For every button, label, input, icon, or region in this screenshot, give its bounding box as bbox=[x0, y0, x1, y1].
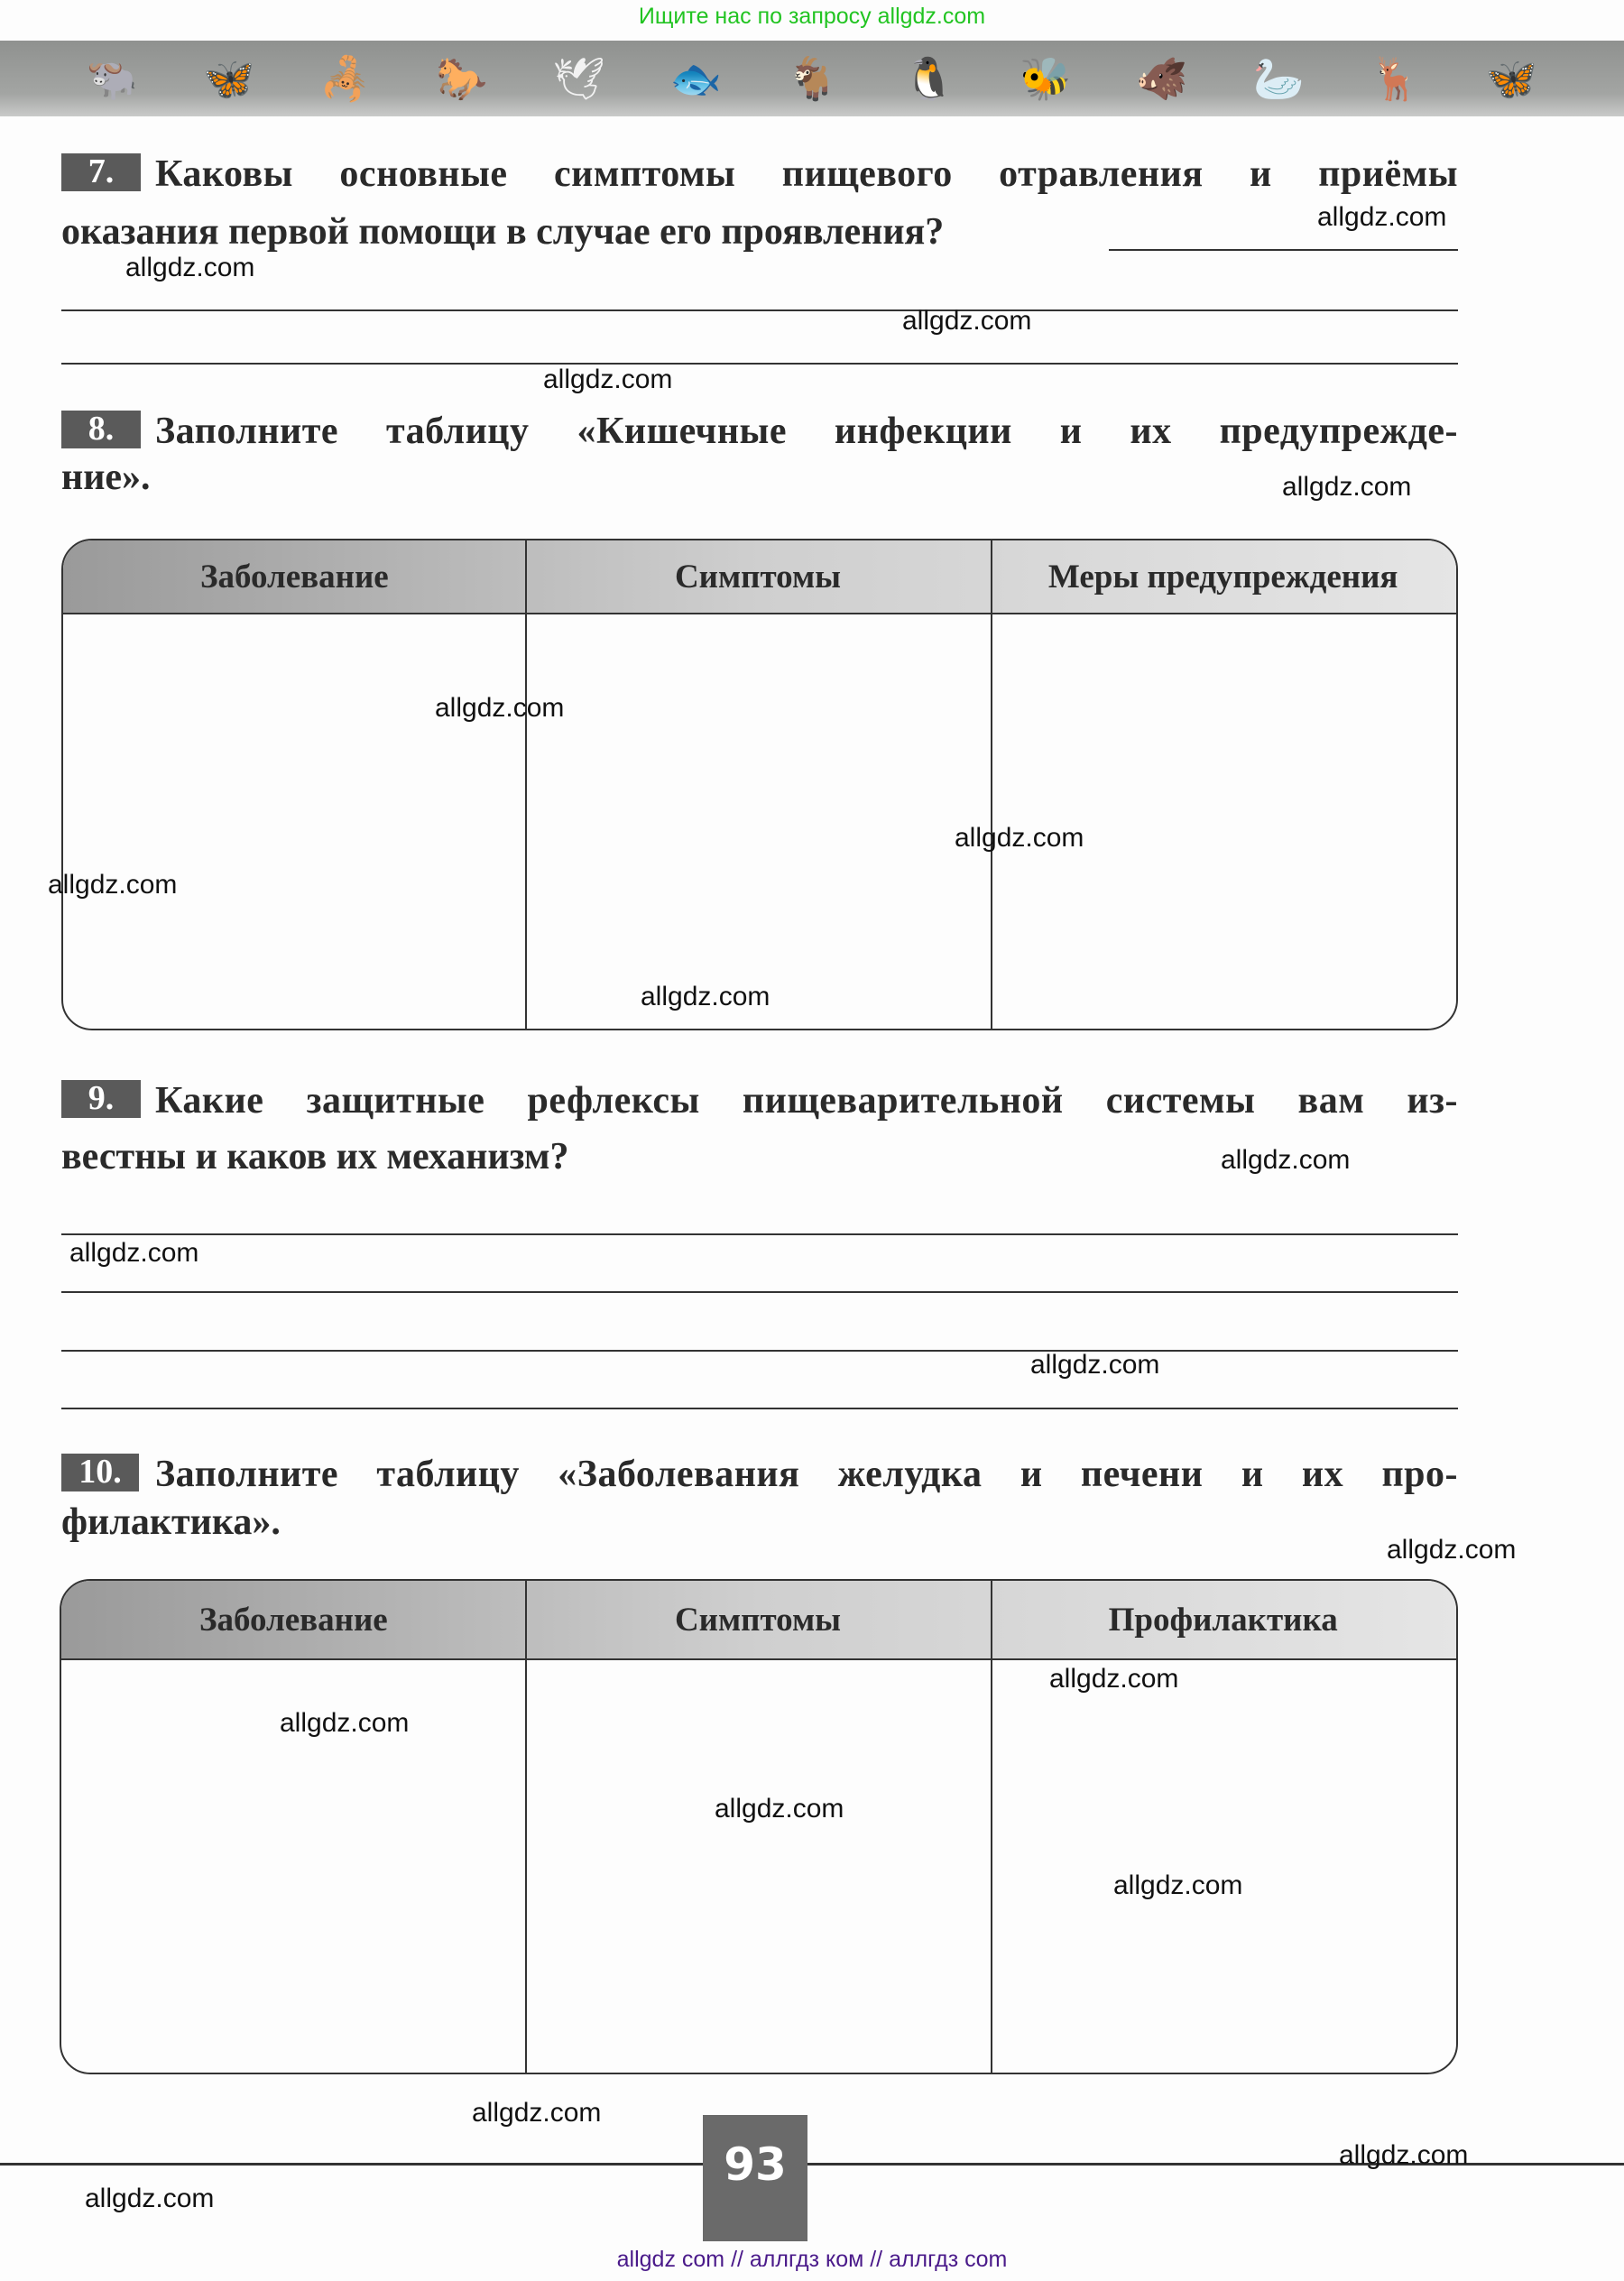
watermark: allgdz.com bbox=[435, 693, 565, 723]
watermark: allgdz.com bbox=[472, 2098, 602, 2128]
question-number-10: 10. bbox=[61, 1454, 139, 1491]
column-divider bbox=[525, 540, 527, 1029]
column-header: Меры предупреждения bbox=[1047, 558, 1398, 596]
antelope-icon: 🦌 bbox=[1369, 53, 1421, 103]
top-watermark: Ищите нас по запросу allgdz.com bbox=[638, 4, 986, 29]
watermark: allgdz.com bbox=[1317, 202, 1447, 232]
answer-line[interactable] bbox=[61, 1408, 1458, 1409]
bottom-watermark: allgdz com // аллгдз ком // аллгдз com bbox=[616, 2247, 1008, 2272]
stomach-liver-diseases-table bbox=[60, 1579, 1458, 2074]
watermark: allgdz.com bbox=[1221, 1145, 1351, 1175]
watermark: allgdz.com bbox=[955, 823, 1084, 853]
column-divider bbox=[525, 1581, 527, 2073]
bird-icon: 🕊 bbox=[552, 53, 605, 103]
question-7-line-2: оказания первой помощи в случае его проявления? bbox=[61, 211, 945, 253]
table-header bbox=[61, 1581, 1456, 1660]
goat-icon: 🐐 bbox=[786, 53, 839, 103]
bird-standing-icon: 🐧 bbox=[903, 53, 955, 103]
answer-line[interactable] bbox=[61, 1350, 1458, 1352]
column-header: Заболевание bbox=[199, 558, 389, 596]
answer-line[interactable] bbox=[61, 363, 1458, 365]
column-header: Профилактика bbox=[1108, 1601, 1338, 1639]
question-number-9: 9. bbox=[61, 1080, 141, 1118]
boar-icon: 🐗 bbox=[1136, 53, 1188, 103]
question-8-line-2: ние». bbox=[61, 457, 151, 498]
watermark: allgdz.com bbox=[1339, 2140, 1469, 2170]
column-header: Симптомы bbox=[674, 558, 842, 596]
insect-icon: 🐝 bbox=[1020, 53, 1072, 103]
answer-line[interactable] bbox=[61, 309, 1458, 311]
question-7-line-1: Каковы основные симптомы пищевого отравления и приёмы bbox=[155, 153, 1458, 195]
answer-line[interactable] bbox=[61, 1291, 1458, 1293]
question-9-line-1: Какие защитные рефлексы пищеварительной системы вам из- bbox=[155, 1080, 1458, 1122]
intestinal-infections-table bbox=[61, 539, 1458, 1030]
column-header: Заболевание bbox=[198, 1601, 388, 1639]
page-number: 93 bbox=[703, 2115, 807, 2241]
watermark: allgdz.com bbox=[641, 982, 770, 1011]
watermark: allgdz.com bbox=[1049, 1664, 1179, 1694]
question-number-7: 7. bbox=[61, 153, 141, 191]
question-9-line-2: вестны и каков их механизм? bbox=[61, 1136, 569, 1177]
watermark: allgdz.com bbox=[1282, 472, 1412, 502]
column-divider bbox=[991, 1581, 992, 2073]
watermark: allgdz.com bbox=[125, 253, 255, 282]
question-10-line-2: филактика». bbox=[61, 1501, 281, 1543]
watermark: allgdz.com bbox=[543, 365, 673, 394]
table-header bbox=[63, 540, 1456, 614]
watermark: allgdz.com bbox=[280, 1708, 410, 1738]
header-animal-band bbox=[0, 41, 1624, 116]
horse-icon: 🐎 bbox=[436, 53, 488, 103]
question-8-line-1: Заполните таблицу «Кишечные инфекции и их предупрежде- bbox=[155, 411, 1458, 452]
scorpion-icon: 🦂 bbox=[319, 53, 372, 103]
butterfly-icon: 🦋 bbox=[1485, 53, 1538, 103]
question-10-line-1: Заполните таблицу «Заболевания желудка и печени и их про- bbox=[155, 1454, 1458, 1495]
answer-line[interactable] bbox=[1109, 249, 1458, 251]
watermark: allgdz.com bbox=[1030, 1350, 1160, 1380]
question-number-8: 8. bbox=[61, 411, 141, 448]
watermark: allgdz.com bbox=[902, 306, 1032, 336]
watermark: allgdz.com bbox=[715, 1794, 844, 1824]
crane-icon: 🦢 bbox=[1252, 53, 1305, 103]
watermark: allgdz.com bbox=[1387, 1535, 1517, 1565]
butterfly-icon: 🦋 bbox=[203, 53, 255, 103]
bison-icon: 🐃 bbox=[86, 53, 139, 103]
watermark: allgdz.com bbox=[85, 2184, 215, 2213]
watermark: allgdz.com bbox=[48, 870, 178, 900]
answer-line[interactable] bbox=[61, 1233, 1458, 1235]
fish-icon: 🐟 bbox=[669, 53, 723, 103]
column-divider bbox=[991, 540, 992, 1029]
watermark: allgdz.com bbox=[1113, 1870, 1243, 1900]
watermark: allgdz.com bbox=[69, 1238, 199, 1268]
column-header: Симптомы bbox=[674, 1601, 842, 1639]
